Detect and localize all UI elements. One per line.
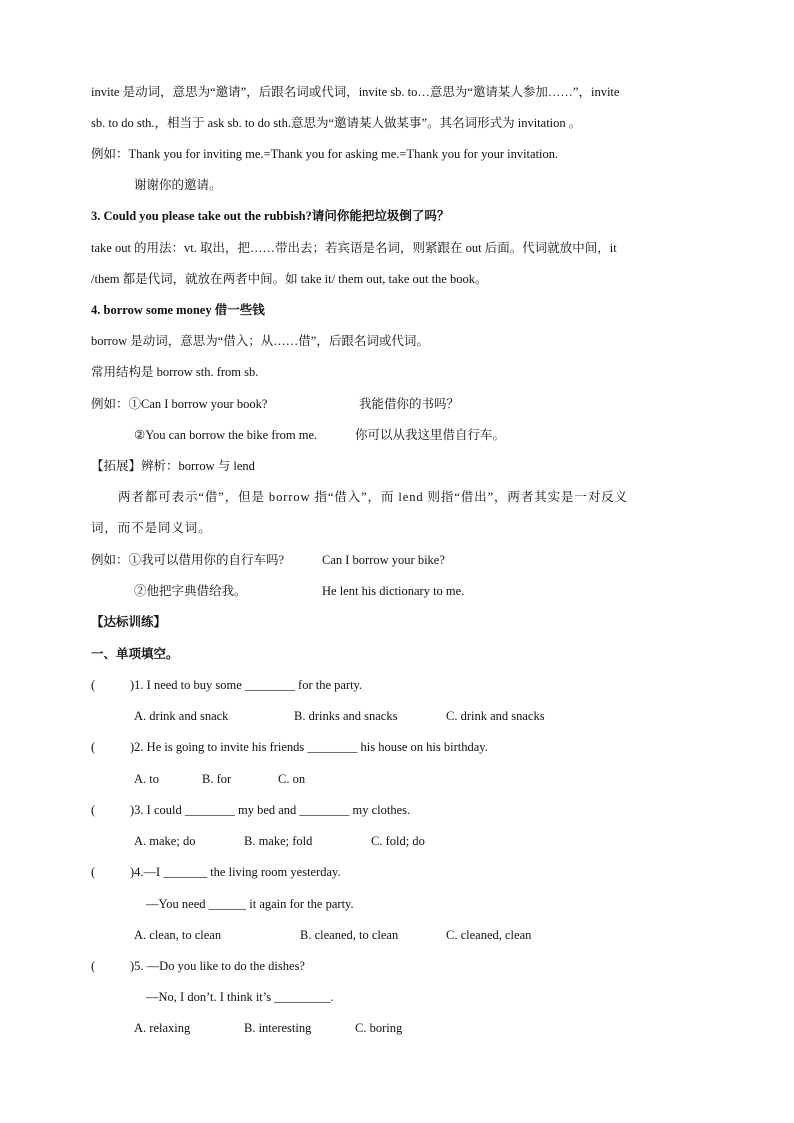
option-b[interactable]: B. interesting — [244, 1021, 312, 1035]
paragraph-invite-line1: invite 是动词，意思为“邀请”，后跟名词或代词，invite sb. to…意思为“邀请某人参加……”，invite — [91, 85, 620, 99]
example-borrow-1-cn: 我能借你的书吗？ — [359, 397, 460, 411]
question-2 — [91, 739, 794, 755]
question-3-stem: )3. I could ________ my bed and ________ my clothes. — [130, 803, 411, 817]
answer-paren[interactable]: ( — [91, 678, 96, 692]
paragraph-take-out-line2: /them 都是代词，就放在两者中间。如 take it/ them out, take out the book。 — [91, 272, 488, 286]
option-b[interactable]: B. for — [202, 772, 232, 786]
option-b[interactable]: B. make; fold — [244, 834, 313, 848]
example-borrow-lend-1-en: Can I borrow your bike? — [322, 553, 445, 567]
question-4-options — [91, 927, 794, 943]
answer-paren[interactable]: ( — [91, 865, 96, 879]
example-borrow-1-en: 例如：①Can I borrow your book? — [91, 397, 268, 411]
question-1 — [91, 677, 794, 693]
example-borrow-2-en: ②You can borrow the bike from me. — [134, 428, 318, 442]
option-a[interactable]: A. clean, to clean — [134, 928, 222, 942]
question-4-followup-text: —You need ______ it again for the party. — [146, 897, 354, 911]
answer-paren[interactable]: ( — [91, 740, 96, 754]
question-2-options — [91, 771, 794, 787]
answer-paren[interactable]: ( — [91, 959, 96, 973]
question-5-stem: )5. —Do you like to do the dishes? — [130, 959, 305, 973]
option-c[interactable]: C. cleaned, clean — [446, 928, 532, 942]
option-b[interactable]: B. cleaned, to clean — [300, 928, 399, 942]
extension-paragraph-line1: 两者都可表示“借”，但是 borrow 指“借入”，而 lend 则指“借出”，两者其实是一对反义 — [118, 490, 629, 504]
question-3 — [91, 802, 794, 818]
option-a[interactable]: A. to — [134, 772, 159, 786]
paragraph-borrow: borrow 是动词，意思为“借入；从……借”，后跟名词或代词。 — [91, 334, 429, 348]
option-c[interactable]: C. boring — [355, 1021, 403, 1035]
example-borrow-lend-1 — [91, 552, 794, 568]
question-4-stem: )4.—I _______ the living room yesterday. — [130, 865, 341, 879]
heading-4-borrow: 4. borrow some money 借一些钱 — [91, 303, 265, 317]
question-4 — [91, 864, 794, 880]
question-5 — [91, 958, 794, 974]
example-borrow-lend-2-cn: ②他把字典借给我。 — [134, 584, 247, 598]
extension-paragraph-line2: 词，而不是同义词。 — [91, 521, 212, 535]
option-c[interactable]: C. on — [278, 772, 306, 786]
question-5-followup — [91, 989, 794, 1005]
paragraph-invite-line2: sb. to do sth.，相当于 ask sb. to do sth.意思为“邀请某人做某事”。其名词形式为 invitation 。 — [91, 116, 582, 130]
section-one-heading: 一、单项填空。 — [91, 647, 179, 661]
option-c[interactable]: C. fold; do — [371, 834, 425, 848]
question-1-options — [91, 708, 794, 724]
example-borrow-lend-1-cn: 例如：①我可以借用你的自行车吗? — [91, 553, 285, 567]
option-a[interactable]: A. relaxing — [134, 1021, 191, 1035]
example-invite: 例如：Thank you for inviting me.=Thank you for asking me.=Thank you for your invitation. — [91, 147, 559, 161]
example-borrow-2-cn: 你可以从我这里借自行车。 — [355, 428, 506, 442]
example-borrow-lend-2-en: He lent his dictionary to me. — [322, 584, 465, 598]
example-borrow-lend-2 — [91, 583, 794, 599]
paragraph-take-out-line1: take out 的用法：vt. 取出，把……带出去；若宾语是名词，则紧跟在 out 后面。代词就放中间，it — [91, 241, 617, 255]
paragraph-borrow-structure: 常用结构是 borrow sth. from sb. — [91, 365, 259, 379]
option-a[interactable]: A. make; do — [134, 834, 196, 848]
option-a[interactable]: A. drink and snack — [134, 709, 229, 723]
question-2-stem: )2. He is going to invite his friends ________ his house on his birthday. — [130, 740, 488, 754]
example-borrow-1 — [91, 396, 794, 412]
question-4-followup — [91, 896, 794, 912]
example-borrow-2 — [91, 427, 794, 443]
question-5-options — [91, 1020, 794, 1036]
practice-heading: 【达标训练】 — [91, 615, 167, 629]
heading-3-take-out: 3. Could you please take out the rubbish?请问你能把垃圾倒了吗？ — [91, 209, 450, 223]
extension-heading: 【拓展】辨析：borrow 与 lend — [91, 459, 255, 473]
option-b[interactable]: B. drinks and snacks — [294, 709, 398, 723]
question-3-options — [91, 833, 794, 849]
question-5-followup-text: —No, I don’t. I think it’s _________. — [146, 990, 334, 1004]
question-1-stem: )1. I need to buy some ________ for the party. — [130, 678, 363, 692]
example-invite-translation: 谢谢你的邀请。 — [134, 178, 222, 192]
option-c[interactable]: C. drink and snacks — [446, 709, 545, 723]
answer-paren[interactable]: ( — [91, 803, 96, 817]
